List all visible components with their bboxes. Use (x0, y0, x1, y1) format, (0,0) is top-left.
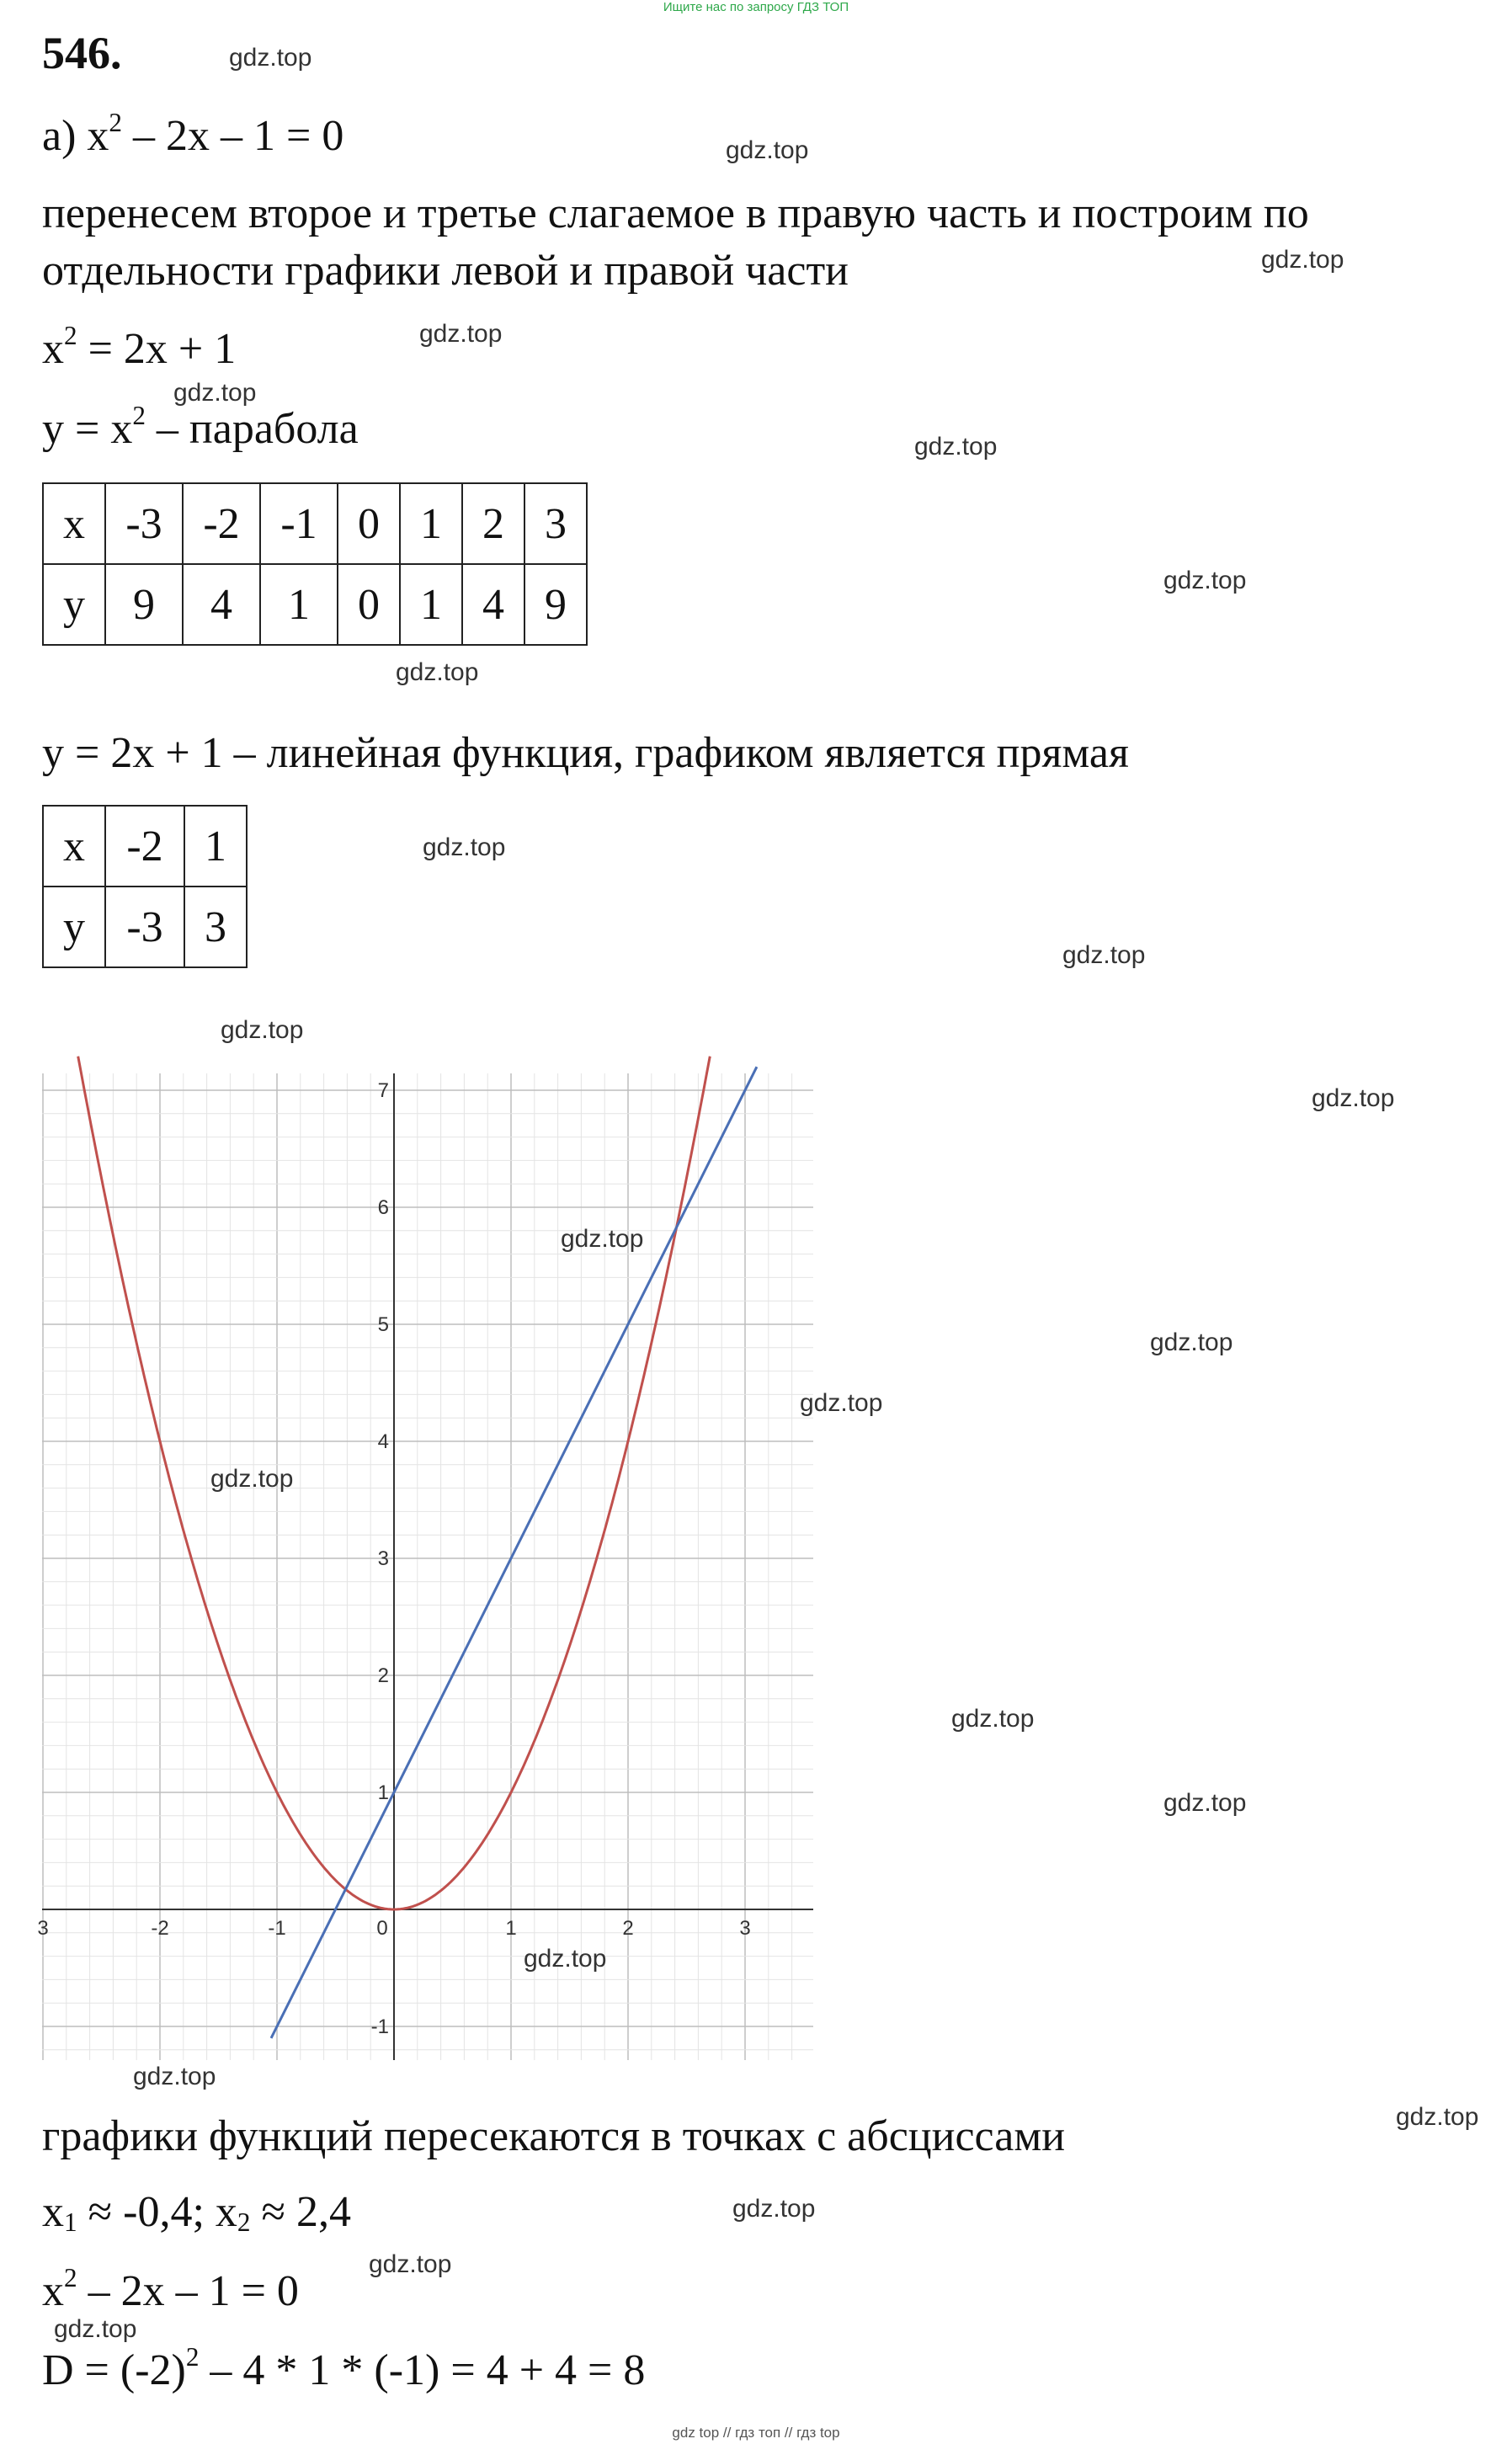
table-row (43, 483, 587, 564)
table-cell: 3 (184, 887, 247, 967)
watermark: gdz.top (221, 1016, 304, 1044)
table-cell: 9 (105, 564, 183, 645)
function-graph (37, 1073, 813, 2060)
watermark: gdz.top (1163, 1789, 1247, 1817)
chart-grid (42, 1073, 813, 2060)
table-cell: -3 (105, 887, 184, 967)
part-a-equation: а) $x^2 - 2x - 1 = 0$ (42, 108, 344, 160)
table-cell: 4 (462, 564, 524, 645)
watermark: gdz.top (524, 1945, 607, 1973)
table-cell: 1 (400, 564, 462, 645)
watermark: gdz.top (369, 2250, 452, 2278)
linear-series (271, 1067, 757, 2038)
x-tick-label: 1 (505, 1917, 517, 1940)
rearranged-equation: $x^2 = 2x + 1$ (42, 321, 237, 373)
watermark: gdz.top (726, 136, 809, 164)
watermark: gdz.top (210, 1465, 294, 1493)
table-cell: -3 (105, 483, 183, 564)
y-tick-label: 6 (377, 1196, 389, 1219)
row-label: y (43, 887, 105, 967)
linear-value-table (42, 805, 248, 968)
row-label: x (43, 483, 105, 564)
watermark: gdz.top (1312, 1084, 1395, 1112)
instruction-line-1: перенесем второе и третье слагаемое в правую часть и построим по (42, 189, 1309, 237)
x-tick-label: -1 (268, 1917, 286, 1940)
table-cell: 0 (338, 483, 400, 564)
footer-note: gdz top // гдз топ // гдз top (672, 2425, 840, 2441)
quadratic-equation: $x^2 - 2x - 1 = 0$ (42, 2263, 299, 2315)
intersection-statement: графики функций пересекаются в точках с абсциссами (42, 2112, 1066, 2160)
watermark: gdz.top (951, 1705, 1035, 1733)
watermark: gdz.top (1150, 1328, 1233, 1356)
row-label: x (43, 806, 105, 887)
table-cell: 4 (183, 564, 260, 645)
task-number: 546. (42, 28, 122, 78)
watermark: gdz.top (732, 2195, 816, 2223)
watermark: gdz.top (173, 379, 257, 407)
watermark: gdz.top (800, 1389, 883, 1417)
x-tick-label: 3 (37, 1917, 49, 1940)
watermark: gdz.top (133, 2063, 216, 2090)
y-tick-label: 2 (377, 1664, 389, 1687)
y-tick-label: 3 (377, 1547, 389, 1570)
y-tick-label: -1 (370, 2015, 389, 2038)
watermark: gdz.top (229, 44, 312, 72)
table-cell: 3 (524, 483, 587, 564)
row-label: y (43, 564, 105, 645)
watermark: gdz.top (1062, 941, 1146, 969)
y-tick-label: 1 (377, 1781, 389, 1804)
linear-function-line: y = 2x + 1 – линейная функция, графиком является прямая (42, 729, 1129, 777)
x-tick-label: 0 (376, 1917, 388, 1940)
y-tick-label: 4 (377, 1430, 389, 1453)
table-cell: 9 (524, 564, 587, 645)
table-row (43, 564, 587, 645)
table-row (43, 887, 247, 967)
table-cell: 1 (184, 806, 247, 887)
table-cell: -1 (260, 483, 338, 564)
watermark: gdz.top (419, 320, 503, 348)
table-row (43, 806, 247, 887)
instruction-line-2: отдельности графики левой и правой части (42, 247, 849, 295)
watermark: gdz.top (1396, 2103, 1479, 2131)
table-cell: -2 (105, 806, 184, 887)
watermark: gdz.top (396, 658, 479, 686)
x-tick-label: 2 (622, 1917, 634, 1940)
table-cell: 2 (462, 483, 524, 564)
parabola-line: $y = x^2$ – парабола (42, 401, 359, 453)
x-tick-label: 3 (739, 1917, 751, 1940)
table-cell: 1 (400, 483, 462, 564)
parabola-value-table (42, 482, 588, 646)
y-tick-label: 5 (377, 1313, 389, 1336)
watermark: gdz.top (1163, 567, 1247, 594)
discriminant-calculation: $D = (-2)^2 - 4 * 1 * (-1) = 4 + 4 = 8$ (42, 2342, 646, 2394)
roots-approximation: $x_1 \approx -0,4$; $x_2 \approx 2,4$ (42, 2188, 352, 2238)
table-cell: -2 (183, 483, 260, 564)
search-hint: Ищите нас по запросу ГДЗ ТОП (663, 0, 849, 14)
table-cell: 1 (260, 564, 338, 645)
chart-axes (42, 1073, 813, 2060)
watermark: gdz.top (1261, 246, 1344, 274)
y-tick-label: 7 (377, 1079, 389, 1102)
watermark: gdz.top (423, 833, 506, 861)
x-tick-label: -2 (151, 1917, 169, 1940)
watermark: gdz.top (561, 1225, 644, 1253)
watermark: gdz.top (54, 2315, 137, 2343)
table-cell: 0 (338, 564, 400, 645)
watermark: gdz.top (914, 433, 998, 461)
